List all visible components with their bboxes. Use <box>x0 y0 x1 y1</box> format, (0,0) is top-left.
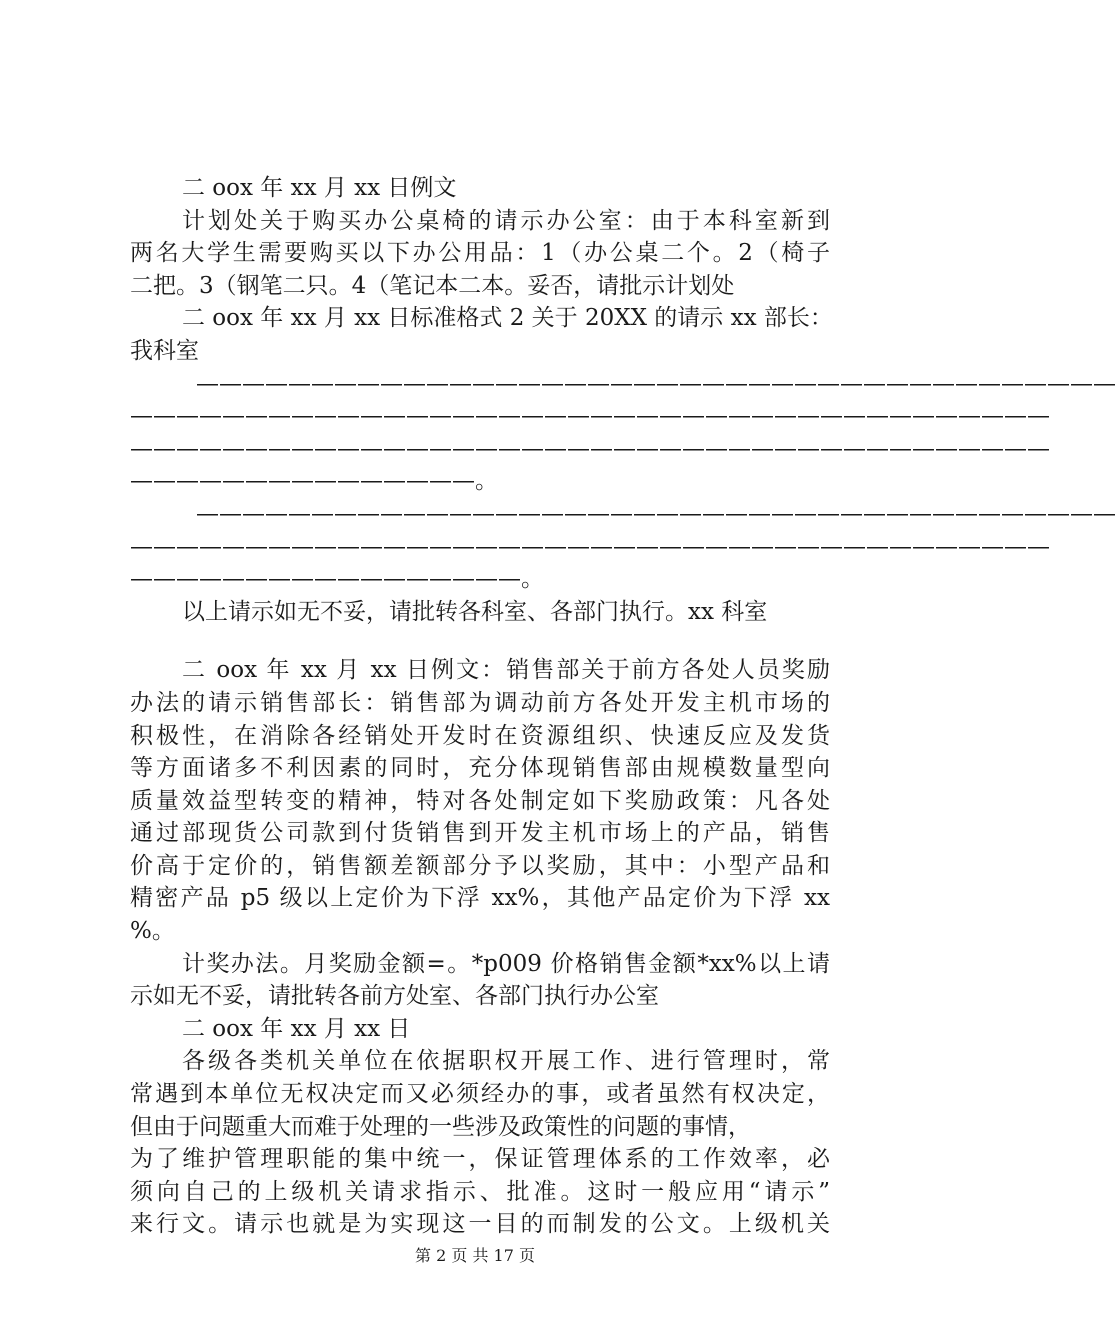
text-line: 二把。3（钢笔二只。4（笔记本二本。妥否，请批示计划处 <box>130 272 735 299</box>
blank-fill-line: ———————————————————————————————————————— <box>130 533 1050 560</box>
document-body <box>130 172 1116 1241</box>
text-line: 以上请示如无不妥，请批转各科室、各部门执行。xx 科室 <box>182 598 768 625</box>
text-line: 二 oox 年 xx 月 xx 日 <box>182 1015 411 1042</box>
blank-fill-line: ———————————————————————————————————————— <box>196 370 1116 397</box>
text-line: 我科室 <box>130 337 199 364</box>
text-line: 二 oox 年 xx 月 xx 日例文 <box>182 175 457 201</box>
text-line: 积极性，在消除各经销处开发时在资源组织、快速反应及发货 <box>130 722 830 749</box>
blank-fill-line: ———————————————————————————————————————— <box>130 403 1050 430</box>
blank-fill-line: ———————————————————————————————————————— <box>196 500 1116 527</box>
text-line: 计奖办法。月奖励金额=。*p009 价格销售金额*xx%以上请 <box>182 950 830 977</box>
text-line: 等方面诸多不利因素的同时，充分体现销售部由规模数量型向 <box>130 755 830 782</box>
page-number-label: 第 2 页 共 17 页 <box>415 1246 535 1265</box>
blank-fill-line: —————————————————。 <box>130 566 544 593</box>
text-line: 二 oox 年 xx 月 xx 日例文：销售部关于前方各处人员奖励 <box>182 657 830 684</box>
text-line: 计划处关于购买办公桌椅的请示办公室：由于本科室新到 <box>182 207 830 234</box>
text-line: %。 <box>130 918 175 945</box>
text-line: 质量效益型转变的精神，特对各处制定如下奖励政策：凡各处 <box>130 787 830 814</box>
text-line: 示如无不妥，请批转各前方处室、各部门执行办公室 <box>130 983 659 1010</box>
text-line: 精密产品 p5 级以上定价为下浮 xx%，其他产品定价为下浮 xx <box>130 885 830 912</box>
text-line: 二 oox 年 xx 月 xx 日标准格式 2 关于 20XX 的请示 xx 部长： <box>182 305 833 332</box>
text-line: 通过部现货公司款到付货销售到开发主机市场上的产品，销售 <box>130 820 830 847</box>
blank-fill-line: ———————————————。 <box>130 468 498 495</box>
blank-fill-line: ———————————————————————————————————————— <box>130 435 1050 462</box>
text-line: 但由于问题重大而难于处理的一些涉及政策性的问题的事情， <box>130 1113 751 1140</box>
text-line: 来行文。请示也就是为实现这一目的而制发的公文。上级机关 <box>130 1211 830 1238</box>
paragraph-gap <box>130 628 830 654</box>
page-footer <box>0 1243 950 1266</box>
text-line: 两名大学生需要购买以下办公用品：1（办公桌二个。2（椅子 <box>130 240 830 267</box>
text-line: 各级各类机关单位在依据职权开展工作、进行管理时，常 <box>182 1048 830 1075</box>
text-line: 办法的请示销售部长：销售部为调动前方各处开发主机市场的 <box>130 689 830 716</box>
text-line: 价高于定价的，销售额差额部分予以奖励，其中：小型产品和 <box>130 852 830 879</box>
text-line: 常遇到本单位无权决定而又必须经办的事，或者虽然有权决定， <box>130 1081 830 1108</box>
text-line: 须向自己的上级机关请求指示、批准。这时一般应用“请示” <box>130 1178 830 1205</box>
text-line: 为了维护管理职能的集中统一，保证管理体系的工作效率，必 <box>130 1146 830 1173</box>
